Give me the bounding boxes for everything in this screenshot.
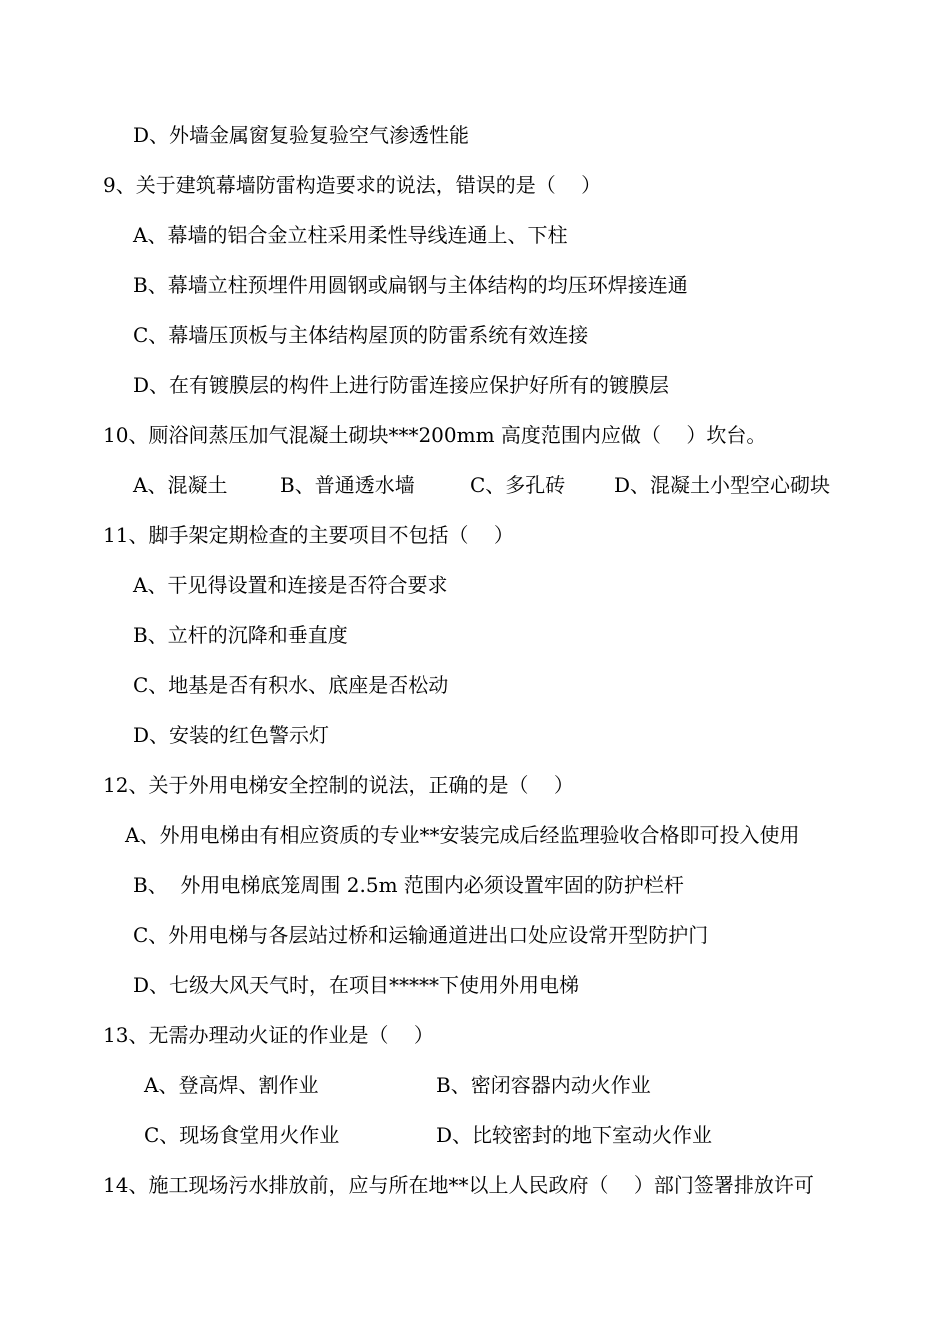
q11-option-d: D、安装的红色警示灯 [133, 723, 330, 747]
q13-stem: 13、无需办理动火证的作业是（ ） [103, 1023, 434, 1047]
q9-option-d: D、在有镀膜层的构件上进行防雷连接应保护好所有的镀膜层 [133, 373, 670, 397]
q13-option-d: D、比较密封的地下室动火作业 [436, 1123, 713, 1147]
q12-stem: 12、关于外用电梯安全控制的说法，正确的是（ ） [103, 773, 574, 797]
q11-option-a: A、干见得设置和连接是否符合要求 [133, 573, 448, 597]
q11-stem: 11、脚手架定期检查的主要项目不包括（ ） [103, 523, 514, 547]
q13-option-b: B、密闭容器内动火作业 [436, 1073, 651, 1097]
q12-option-b: B、 外用电梯底笼周围 2.5m 范围内必须设置牢固的防护栏杆 [133, 873, 684, 897]
q9-stem: 9、关于建筑幕墙防雷构造要求的说法，错误的是（ ） [103, 173, 602, 197]
q10-option-b: B、普通透水墙 [280, 473, 415, 497]
q9-option-a: A、幕墙的铝合金立柱采用柔性导线连通上、下柱 [133, 223, 568, 247]
q10-option-d: D、混凝土小型空心砌块 [614, 473, 831, 497]
q10-option-a: A、混凝土 [133, 473, 228, 497]
q8-option-d: D、外墙金属窗复验复验空气渗透性能 [133, 123, 470, 147]
q10-stem: 10、厕浴间蒸压加气混凝土砌块***200mm 高度范围内应做（ ）坎台。 [103, 423, 767, 447]
q10-option-c: C、多孔砖 [470, 473, 566, 497]
q14-stem: 14、施工现场污水排放前，应与所在地**以上人民政府（ ）部门签署排放许可 [103, 1173, 814, 1197]
q9-option-b: B、幕墙立柱预埋件用圆钢或扁钢与主体结构的均压环焊接连通 [133, 273, 688, 297]
q12-option-c: C、外用电梯与各层站过桥和运输通道进出口处应设常开型防护门 [133, 923, 709, 947]
q12-option-d: D、七级大风天气时，在项目*****下使用外用电梯 [133, 973, 580, 997]
q13-option-c: C、现场食堂用火作业 [144, 1123, 340, 1147]
q12-option-a: A、外用电梯由有相应资质的专业**安装完成后经监理验收合格即可投入使用 [125, 823, 800, 847]
q11-option-b: B、立杆的沉降和垂直度 [133, 623, 348, 647]
q11-option-c: C、地基是否有积水、底座是否松动 [133, 673, 449, 697]
q9-option-c: C、幕墙压顶板与主体结构屋顶的防雷系统有效连接 [133, 323, 589, 347]
q13-option-a: A、登高焊、割作业 [144, 1073, 319, 1097]
